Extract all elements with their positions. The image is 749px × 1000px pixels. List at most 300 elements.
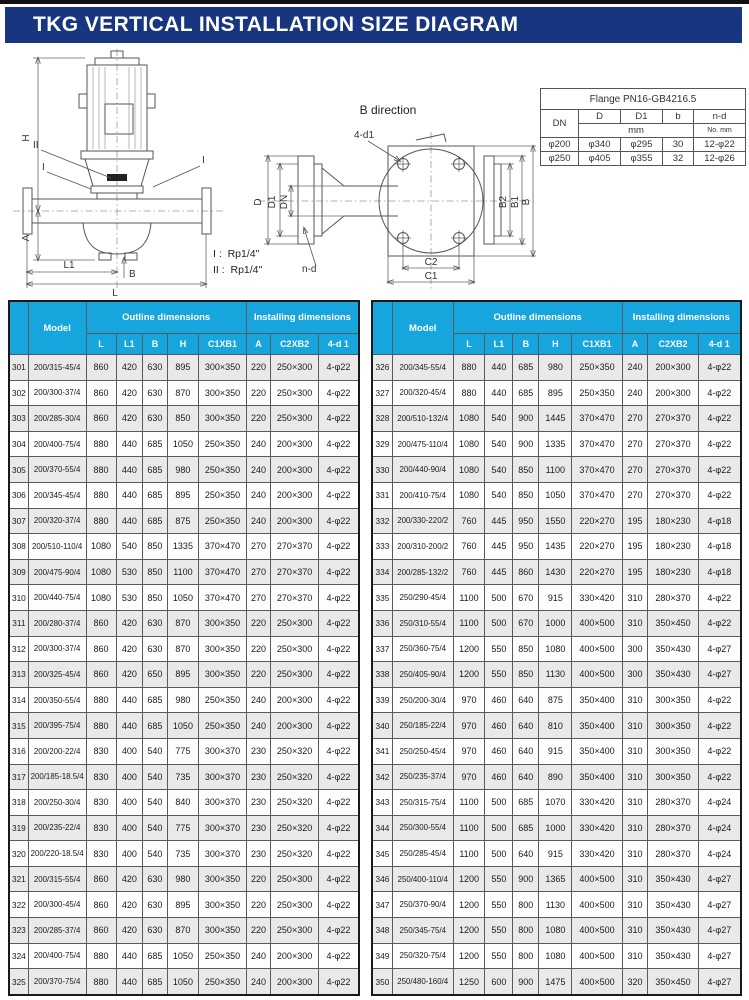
value-cell: 200×300: [271, 431, 319, 457]
value-cell: 420: [116, 866, 143, 892]
table-row: [372, 355, 741, 381]
value-cell: 1080: [86, 559, 116, 585]
value-cell: 830: [86, 790, 116, 816]
model-cell: 200/510-132/4: [392, 406, 453, 432]
dim-label-l1: L1: [63, 260, 75, 271]
value-cell: 400×500: [572, 918, 622, 944]
value-cell: 445: [485, 534, 513, 560]
value-cell: 735: [167, 764, 199, 790]
value-cell: 4-φ22: [698, 764, 741, 790]
value-cell: 420: [116, 892, 143, 918]
col-header-c2xb2: C2XB2: [271, 334, 319, 355]
value-cell: 300×370: [199, 841, 247, 867]
model-cell: 200/345-45/4: [28, 482, 86, 508]
value-cell: 550: [485, 943, 513, 969]
model-cell: 200/320-45/4: [392, 380, 453, 406]
value-cell: 300: [622, 662, 648, 688]
value-cell: 915: [539, 738, 572, 764]
model-cell: 250/235-37/4: [392, 764, 453, 790]
value-cell: 250×320: [271, 841, 319, 867]
value-cell: 270: [622, 431, 648, 457]
value-cell: 220: [246, 355, 271, 381]
value-cell: 250×320: [271, 764, 319, 790]
value-cell: 270×370: [271, 585, 319, 611]
value-cell: 250×300: [271, 380, 319, 406]
row-number: 301: [9, 355, 28, 381]
dim-label-b: B: [521, 198, 532, 206]
flange-cell: 12-φ26: [694, 152, 746, 166]
value-cell: 460: [485, 764, 513, 790]
flange-unit-mm: mm: [579, 124, 694, 138]
flange-col-d1: D1: [621, 110, 663, 124]
value-cell: 250×350: [199, 943, 247, 969]
value-cell: 895: [167, 892, 199, 918]
value-cell: 4-φ27: [698, 943, 741, 969]
model-cell: 250/250-45/4: [392, 738, 453, 764]
value-cell: 830: [86, 738, 116, 764]
value-cell: 685: [143, 713, 168, 739]
value-cell: 4-φ22: [698, 431, 741, 457]
value-cell: 440: [116, 431, 143, 457]
value-cell: 400×500: [572, 636, 622, 662]
value-cell: 540: [485, 482, 513, 508]
value-cell: 280×370: [648, 585, 698, 611]
value-cell: 880: [86, 687, 116, 713]
value-cell: 540: [485, 431, 513, 457]
value-cell: 775: [167, 738, 199, 764]
value-cell: 980: [167, 457, 199, 483]
value-cell: 250×350: [199, 457, 247, 483]
row-number: 346: [372, 866, 392, 892]
value-cell: 330×420: [572, 815, 622, 841]
value-cell: 4-φ22: [698, 585, 741, 611]
value-cell: 540: [143, 841, 168, 867]
value-cell: 220: [246, 866, 271, 892]
size-table-right: [371, 300, 742, 996]
value-cell: 685: [513, 380, 539, 406]
value-cell: 300×350: [199, 636, 247, 662]
row-number: 329: [372, 431, 392, 457]
value-cell: 4-φ22: [698, 687, 741, 713]
value-cell: 250×300: [271, 610, 319, 636]
value-cell: 300×350: [648, 738, 698, 764]
model-cell: 200/440-90/4: [392, 457, 453, 483]
model-cell: 200/325-45/4: [28, 662, 86, 688]
port-label-i-right: I: [202, 155, 205, 166]
model-cell: 200/310-200/2: [392, 534, 453, 560]
value-cell: 640: [513, 687, 539, 713]
value-cell: 4-φ18: [698, 559, 741, 585]
value-cell: 250×320: [271, 815, 319, 841]
value-cell: 310: [622, 943, 648, 969]
model-cell: 200/370-75/4: [28, 969, 86, 995]
model-cell: 200/250-30/4: [28, 790, 86, 816]
value-cell: 880: [86, 431, 116, 457]
model-column-header: Model: [392, 301, 453, 355]
value-cell: 270: [622, 482, 648, 508]
value-cell: 980: [539, 355, 572, 381]
value-cell: 900: [513, 969, 539, 995]
value-cell: 220: [246, 380, 271, 406]
value-cell: 1050: [167, 943, 199, 969]
dim-label-a: A: [21, 234, 32, 242]
row-number: 340: [372, 713, 392, 739]
value-cell: 850: [513, 636, 539, 662]
value-cell: 4-φ22: [318, 559, 359, 585]
row-number: 349: [372, 943, 392, 969]
table-row: [9, 713, 359, 739]
value-cell: 250×350: [199, 431, 247, 457]
value-cell: 400: [116, 764, 143, 790]
value-cell: 400×500: [572, 866, 622, 892]
value-cell: 970: [453, 713, 485, 739]
value-cell: 685: [513, 815, 539, 841]
installing-group-header: Installing dimensions: [246, 301, 359, 334]
value-cell: 350×450: [648, 610, 698, 636]
table-row: [372, 713, 741, 739]
value-cell: 200×300: [271, 687, 319, 713]
value-cell: 540: [485, 406, 513, 432]
value-cell: 1435: [539, 534, 572, 560]
value-cell: 640: [513, 764, 539, 790]
table-row: [372, 585, 741, 611]
value-cell: 220×270: [572, 559, 622, 585]
dim-label-b1: B1: [510, 195, 521, 209]
value-cell: 980: [167, 687, 199, 713]
row-number: 319: [9, 815, 28, 841]
dim-label-b: B: [129, 269, 136, 280]
value-cell: 440: [116, 713, 143, 739]
value-cell: 400×500: [572, 892, 622, 918]
value-cell: 370×470: [199, 559, 247, 585]
table-row: [372, 508, 741, 534]
dim-label-d: D: [253, 198, 264, 206]
value-cell: 630: [143, 636, 168, 662]
row-number: 308: [9, 534, 28, 560]
value-cell: 240: [246, 687, 271, 713]
model-cell: 200/395-75/4: [28, 713, 86, 739]
value-cell: 300×370: [199, 738, 247, 764]
row-number: 343: [372, 790, 392, 816]
value-cell: 350×430: [648, 636, 698, 662]
value-cell: 4-φ22: [318, 713, 359, 739]
value-cell: 880: [86, 508, 116, 534]
value-cell: 300×350: [199, 355, 247, 381]
value-cell: 370×470: [572, 457, 622, 483]
row-number: 344: [372, 815, 392, 841]
value-cell: 250×300: [271, 892, 319, 918]
value-cell: 875: [539, 687, 572, 713]
model-cell: 250/300-55/4: [392, 815, 453, 841]
model-cell: 200/440-75/4: [28, 585, 86, 611]
col-header-l: L: [453, 334, 485, 355]
value-cell: 1200: [453, 918, 485, 944]
row-number: 336: [372, 610, 392, 636]
value-cell: 860: [86, 406, 116, 432]
value-cell: 1200: [453, 943, 485, 969]
value-cell: 1080: [453, 406, 485, 432]
value-cell: 860: [513, 559, 539, 585]
value-cell: 4-φ22: [318, 355, 359, 381]
flange-cell: 32: [663, 152, 694, 166]
model-cell: 250/370-90/4: [392, 892, 453, 918]
row-number: 347: [372, 892, 392, 918]
value-cell: 685: [513, 790, 539, 816]
value-cell: 880: [86, 943, 116, 969]
value-cell: 860: [86, 380, 116, 406]
model-column-header: Model: [28, 301, 86, 355]
flange-cell: φ200: [541, 138, 579, 152]
value-cell: 400×500: [572, 662, 622, 688]
value-cell: 300×350: [648, 687, 698, 713]
model-cell: 200/285-37/4: [28, 918, 86, 944]
row-number: 314: [9, 687, 28, 713]
value-cell: 900: [513, 406, 539, 432]
table-row: [372, 406, 741, 432]
value-cell: 270×370: [271, 559, 319, 585]
value-cell: 460: [485, 687, 513, 713]
value-cell: 1430: [539, 559, 572, 585]
value-cell: 220: [246, 610, 271, 636]
value-cell: 4-φ22: [698, 482, 741, 508]
value-cell: 320: [622, 969, 648, 995]
value-cell: 860: [86, 918, 116, 944]
value-cell: 900: [513, 866, 539, 892]
value-cell: 880: [86, 482, 116, 508]
row-number: 337: [372, 636, 392, 662]
row-number: 348: [372, 918, 392, 944]
value-cell: 530: [116, 559, 143, 585]
row-number: 335: [372, 585, 392, 611]
value-cell: 540: [143, 815, 168, 841]
value-cell: 350×450: [648, 969, 698, 995]
row-number: 327: [372, 380, 392, 406]
model-cell: 200/285-30/4: [28, 406, 86, 432]
value-cell: 4-φ27: [698, 918, 741, 944]
value-cell: 550: [485, 866, 513, 892]
value-cell: 4-φ24: [698, 815, 741, 841]
value-cell: 880: [453, 355, 485, 381]
value-cell: 195: [622, 508, 648, 534]
value-cell: 4-φ22: [318, 738, 359, 764]
value-cell: 760: [453, 559, 485, 585]
value-cell: 540: [485, 457, 513, 483]
size-table-left: [8, 300, 360, 996]
value-cell: 895: [167, 482, 199, 508]
value-cell: 4-φ27: [698, 866, 741, 892]
model-cell: 200/410-75/4: [392, 482, 453, 508]
value-cell: 685: [143, 457, 168, 483]
value-cell: 500: [485, 790, 513, 816]
model-cell: 200/220-18.5/4: [28, 841, 86, 867]
value-cell: 870: [167, 380, 199, 406]
table-row: [9, 841, 359, 867]
value-cell: 300×370: [199, 764, 247, 790]
value-cell: 830: [86, 815, 116, 841]
dim-label-d1: D1: [267, 195, 278, 209]
col-header-l: L: [86, 334, 116, 355]
value-cell: 240: [246, 431, 271, 457]
value-cell: 830: [86, 841, 116, 867]
value-cell: 895: [167, 355, 199, 381]
value-cell: 280×370: [648, 841, 698, 867]
value-cell: 970: [453, 687, 485, 713]
value-cell: 1050: [167, 713, 199, 739]
value-cell: 550: [485, 892, 513, 918]
legend-line-2: II : Rp1/4": [213, 264, 263, 276]
value-cell: 445: [485, 508, 513, 534]
flange-cell: φ340: [579, 138, 621, 152]
model-cell: 200/200-22/4: [28, 738, 86, 764]
value-cell: 4-φ22: [318, 687, 359, 713]
model-cell: 200/285-132/2: [392, 559, 453, 585]
value-cell: 310: [622, 610, 648, 636]
value-cell: 4-φ22: [318, 610, 359, 636]
value-cell: 250×300: [271, 662, 319, 688]
value-cell: 310: [622, 815, 648, 841]
value-cell: 4-φ22: [318, 636, 359, 662]
value-cell: 180×230: [648, 508, 698, 534]
value-cell: 4-φ22: [318, 918, 359, 944]
value-cell: 420: [116, 380, 143, 406]
row-number: 311: [9, 610, 28, 636]
value-cell: 4-φ22: [318, 482, 359, 508]
value-cell: 850: [143, 585, 168, 611]
value-cell: 195: [622, 534, 648, 560]
value-cell: 420: [116, 662, 143, 688]
value-cell: 500: [485, 585, 513, 611]
row-number: 312: [9, 636, 28, 662]
table-row: [372, 969, 741, 995]
outline-group-header: Outline dimensions: [453, 301, 622, 334]
row-number: 326: [372, 355, 392, 381]
col-header-c1xb1: C1XB1: [199, 334, 247, 355]
num-column-header: [9, 301, 28, 355]
value-cell: 500: [485, 841, 513, 867]
value-cell: 830: [86, 764, 116, 790]
value-cell: 440: [485, 380, 513, 406]
value-cell: 1100: [453, 815, 485, 841]
value-cell: 270×370: [271, 534, 319, 560]
value-cell: 440: [116, 687, 143, 713]
value-cell: 1100: [453, 790, 485, 816]
value-cell: 200×300: [648, 380, 698, 406]
value-cell: 4-φ18: [698, 534, 741, 560]
top-border-strip: [0, 0, 749, 4]
value-cell: 240: [246, 943, 271, 969]
value-cell: 200×300: [271, 713, 319, 739]
table-row: [9, 355, 359, 381]
value-cell: 1335: [167, 534, 199, 560]
table-row: [541, 138, 746, 152]
value-cell: 250×350: [199, 713, 247, 739]
dim-label-b2: B2: [498, 195, 509, 209]
col-header-c1xb1: C1XB1: [572, 334, 622, 355]
value-cell: 350×400: [572, 738, 622, 764]
value-cell: 250×350: [199, 508, 247, 534]
value-cell: 870: [167, 636, 199, 662]
value-cell: 310: [622, 687, 648, 713]
value-cell: 870: [167, 918, 199, 944]
table-row: [9, 508, 359, 534]
value-cell: 250×300: [271, 355, 319, 381]
table-row: [9, 918, 359, 944]
value-cell: 980: [167, 866, 199, 892]
table-row: [372, 559, 741, 585]
table-row: [372, 841, 741, 867]
table-row: [372, 918, 741, 944]
value-cell: 300×350: [199, 918, 247, 944]
value-cell: 420: [116, 610, 143, 636]
value-cell: 4-φ22: [318, 585, 359, 611]
model-cell: 250/400-110/4: [392, 866, 453, 892]
value-cell: 1335: [539, 431, 572, 457]
value-cell: 200×300: [271, 943, 319, 969]
value-cell: 860: [86, 892, 116, 918]
value-cell: 310: [622, 866, 648, 892]
value-cell: 460: [485, 738, 513, 764]
value-cell: 530: [116, 585, 143, 611]
model-cell: 250/200-30/4: [392, 687, 453, 713]
flange-bolt-label: n-d: [302, 264, 317, 275]
value-cell: 180×230: [648, 534, 698, 560]
value-cell: 270: [246, 559, 271, 585]
model-cell: 200/300-45/4: [28, 892, 86, 918]
table-row: [372, 943, 741, 969]
value-cell: 670: [513, 585, 539, 611]
value-cell: 310: [622, 764, 648, 790]
value-cell: 220×270: [572, 534, 622, 560]
value-cell: 540: [143, 790, 168, 816]
value-cell: 240: [622, 355, 648, 381]
col-header-h: H: [167, 334, 199, 355]
table-row: [9, 534, 359, 560]
value-cell: 800: [513, 918, 539, 944]
value-cell: 300×350: [199, 892, 247, 918]
row-number: 324: [9, 943, 28, 969]
value-cell: 445: [485, 559, 513, 585]
value-cell: 4-φ22: [318, 815, 359, 841]
value-cell: 630: [143, 380, 168, 406]
outlet-flange: [484, 156, 494, 244]
value-cell: 685: [143, 508, 168, 534]
value-cell: 4-φ22: [698, 738, 741, 764]
value-cell: 760: [453, 508, 485, 534]
value-cell: 1475: [539, 969, 572, 995]
value-cell: 630: [143, 406, 168, 432]
flange-spec-table: [540, 88, 746, 166]
value-cell: 230: [246, 738, 271, 764]
model-cell: 250/185-22/4: [392, 713, 453, 739]
value-cell: 370×470: [199, 585, 247, 611]
value-cell: 860: [86, 355, 116, 381]
value-cell: 4-φ27: [698, 636, 741, 662]
value-cell: 300×350: [199, 610, 247, 636]
value-cell: 685: [513, 355, 539, 381]
model-cell: 200/315-55/4: [28, 866, 86, 892]
value-cell: 500: [485, 610, 513, 636]
model-cell: 250/315-75/4: [392, 790, 453, 816]
value-cell: 460: [485, 713, 513, 739]
value-cell: 640: [513, 841, 539, 867]
value-cell: 860: [86, 636, 116, 662]
value-cell: 500: [485, 815, 513, 841]
table-row: [9, 892, 359, 918]
flange-cell: φ250: [541, 152, 579, 166]
value-cell: 250×300: [271, 918, 319, 944]
model-cell: 250/345-75/4: [392, 918, 453, 944]
value-cell: 800: [513, 892, 539, 918]
